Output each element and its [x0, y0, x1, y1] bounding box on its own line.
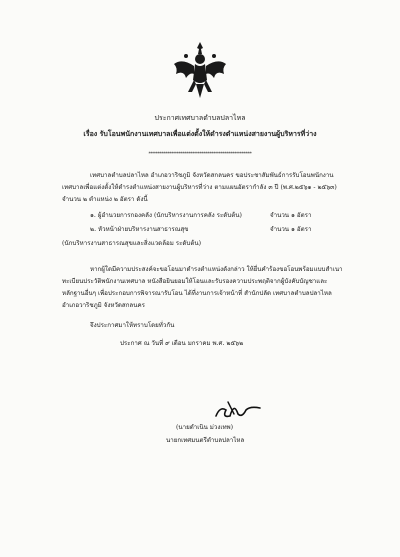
paragraph-1-line-1: เทศบาลตำบลปลาไหล อำเภอวาริชภูมิ จังหวัดสกลนคร ขอประชาสัมพันธ์การรับโอนพนักงาน	[90, 172, 334, 179]
announcement-subject: เรื่อง รับโอนพนักงานเทศบาลเพื่อแต่งตั้งให้ดำรงตำแหน่งสายงานผู้บริหารที่ว่าง	[83, 129, 317, 138]
paragraph-2-line-4: อำเภอวาริชภูมิ จังหวัดสกลนคร	[62, 302, 145, 309]
divider: *************************************************	[148, 151, 252, 157]
paragraph-2-line-3: หลักฐานอื่นๆ เพื่อประกอบการพิจารณารับโอน ได้ที่งานการเจ้าหน้าที่ สำนักปลัด เทศบาลตำบลปลาไหล	[62, 290, 332, 297]
position-2: ๒. หัวหน้าฝ่ายบริหารงานสาธารณสุข	[90, 226, 189, 233]
position-2-count: จำนวน ๑ อัตรา	[270, 226, 312, 233]
paragraph-1-line-2: เทศบาลเพื่อแต่งตั้งให้ดำรงตำแหน่งสายงานผู้บริหารที่ว่าง ตามแผนอัตรากำลัง ๓ ปี (พ.ศ.๒๕๖๑ - ๒๕๖๓)	[62, 184, 337, 191]
paragraph-1-line-3: จำนวน ๒ ตำแหน่ง ๒ อัตรา ดังนี้	[62, 196, 148, 203]
position-1: ๑. ผู้อำนวยการกองคลัง (นักบริหารงานการคลัง ระดับต้น)	[90, 212, 242, 219]
paragraph-2-line-2: ทะเบียนประวัติพนักงานเทศบาล หนังสือยินยอมให้โอนและรับรองความประพฤติจากผู้บังคับบัญชาและ	[62, 278, 328, 285]
signatory-name: (นายดำเนิน ม่วงเทพ)	[176, 424, 234, 431]
signatory-position: นายกเทศมนตรีตำบลปลาไหล	[166, 437, 245, 444]
announcement-date: ประกาศ ณ วันที่ ๙ เดือน มกราคม พ.ศ. ๒๕๖๒	[120, 340, 244, 347]
paragraph-2-line-1: หากผู้ใดมีความประสงค์จะขอโอนมาดำรงตำแหน่งดังกล่าว ให้ยื่นคำร้องขอโอนพร้อมแบบสำเนา	[90, 266, 343, 273]
closing-statement: จึงประกาศมาให้ทราบโดยทั่วกัน	[90, 322, 175, 329]
position-2-subtitle: (นักบริหารงานสาธารณสุขและสิ่งแวดล้อม ระดับต้น)	[62, 240, 202, 247]
position-1-count: จำนวน ๑ อัตรา	[270, 212, 312, 219]
garuda-emblem-icon	[172, 40, 228, 100]
announcement-title: ประกาศเทศบาลตำบลปลาไหล	[154, 114, 246, 122]
signature	[210, 396, 268, 422]
